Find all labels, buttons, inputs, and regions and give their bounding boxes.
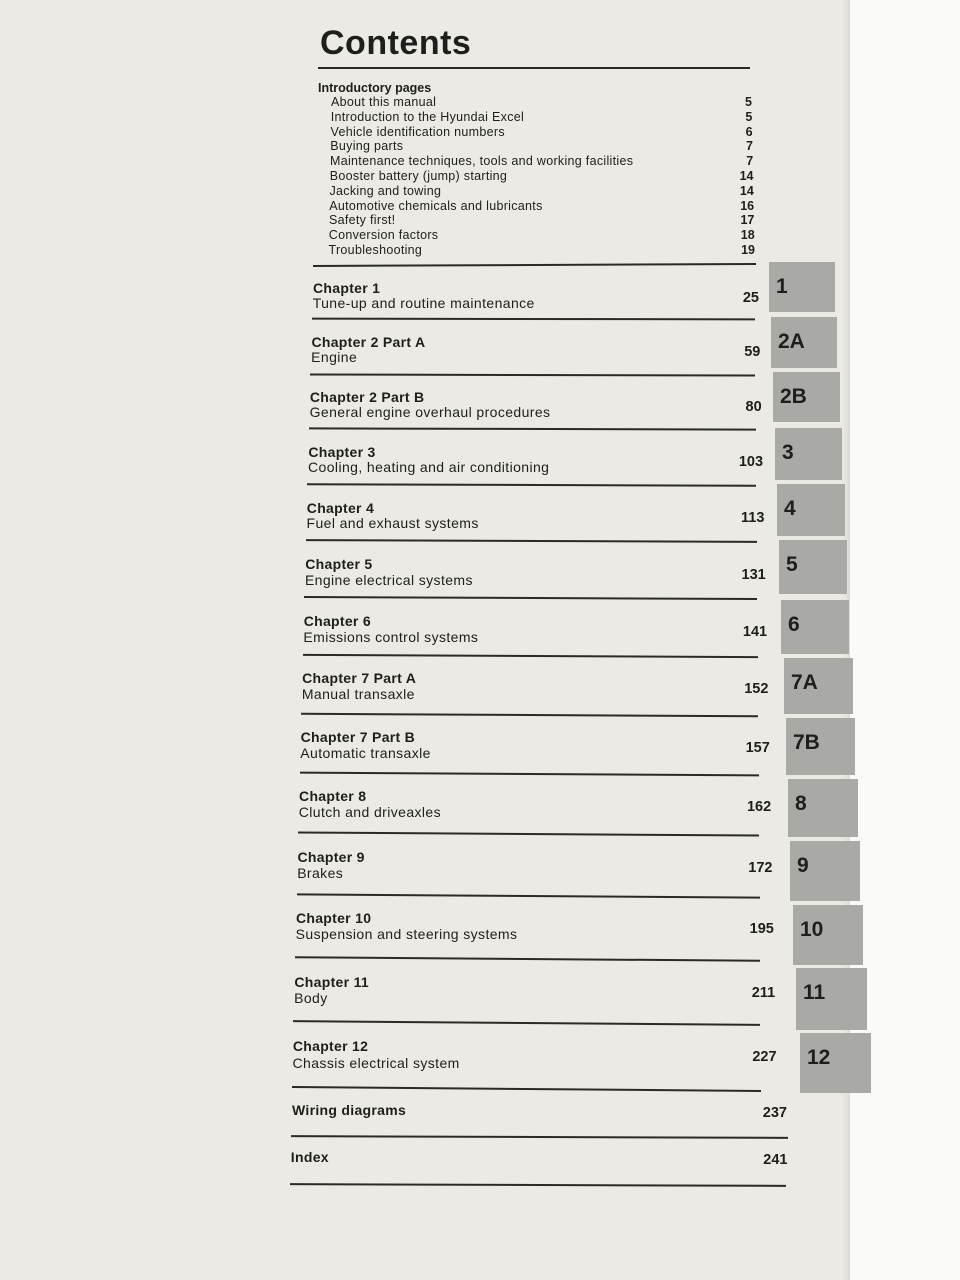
chapter-page: 59 <box>744 344 761 361</box>
intro-item-page: 6 <box>745 124 753 139</box>
intro-item-label[interactable]: Vehicle identification numbers <box>330 124 505 139</box>
intro-item-page: 14 <box>739 169 754 183</box>
chapter-subtitle[interactable]: Manual transaxle <box>301 685 415 702</box>
chapter-page: 25 <box>742 290 759 306</box>
extra-title[interactable]: Wiring diagrams <box>292 1102 407 1118</box>
chapter-subtitle[interactable]: Tune-up and routine maintenance <box>312 295 535 311</box>
chapter-page: 141 <box>742 623 768 640</box>
chapter-subtitle[interactable]: Chassis electrical system <box>292 1054 460 1071</box>
intro-item-page: 18 <box>740 228 755 243</box>
chapter-tab-label: 10 <box>800 918 824 941</box>
intro-item-label[interactable]: Automotive chemicals and lubricants <box>329 198 543 213</box>
chapter-title[interactable]: Chapter 1 <box>313 280 381 296</box>
chapter-tab-label: 7B <box>793 731 820 754</box>
intro-item-label[interactable]: Safety first! <box>329 213 396 228</box>
chapter-title[interactable]: Chapter 10 <box>295 910 372 926</box>
intro-item-page: 16 <box>740 198 755 213</box>
intro-item-page: 7 <box>746 154 754 169</box>
chapter-subtitle[interactable]: General engine overhaul procedures <box>309 404 551 421</box>
title-rule <box>318 67 750 69</box>
chapter-page: 152 <box>744 680 769 697</box>
chapter-title[interactable]: Chapter 5 <box>305 556 373 572</box>
chapter-title[interactable]: Chapter 4 <box>306 500 375 516</box>
chapter-subtitle[interactable]: Body <box>294 990 328 1007</box>
intro-item-page: 5 <box>745 109 753 124</box>
chapter-tab-label: 2B <box>780 385 807 408</box>
chapter-title[interactable]: Chapter 7 Part A <box>302 670 417 686</box>
chapter-title[interactable]: Chapter 7 Part B <box>300 729 416 745</box>
chapter-tab-label: 4 <box>784 497 796 520</box>
chapter-tab-label: 6 <box>788 613 800 636</box>
chapter-tab-label: 5 <box>786 553 798 576</box>
intro-item-label[interactable]: Introduction to the Hyundai Excel <box>330 109 525 124</box>
chapter-subtitle[interactable]: Emissions control systems <box>303 628 479 645</box>
page-title: Contents <box>320 24 472 62</box>
chapter-page: 113 <box>740 510 765 527</box>
chapter-page: 172 <box>748 860 773 876</box>
chapter-page: 131 <box>741 566 766 583</box>
chapter-title[interactable]: Chapter 12 <box>292 1038 369 1054</box>
chapter-tab-label: 9 <box>797 854 809 877</box>
chapter-tab-label: 12 <box>807 1046 831 1069</box>
intro-heading: Introductory pages <box>318 81 432 95</box>
intro-item-label[interactable]: Troubleshooting <box>328 243 423 257</box>
extra-title[interactable]: Index <box>290 1149 329 1165</box>
chapter-page: 211 <box>751 985 776 1002</box>
intro-item-page: 19 <box>741 243 755 257</box>
chapter-title[interactable]: Chapter 9 <box>297 849 365 865</box>
chapter-tab-label: 3 <box>782 441 794 464</box>
chapter-page: 227 <box>752 1049 777 1066</box>
intro-item-label[interactable]: Maintenance techniques, tools and working facilities <box>330 154 634 169</box>
intro-item-label[interactable]: Buying parts <box>330 139 404 154</box>
intro-item-page: 14 <box>739 183 754 198</box>
chapter-page: 195 <box>749 921 774 938</box>
chapter-title[interactable]: Chapter 2 Part B <box>309 389 425 405</box>
chapter-title[interactable]: Chapter 6 <box>303 613 371 629</box>
intro-item-label[interactable]: About this manual <box>331 95 437 109</box>
chapter-subtitle[interactable]: Automatic transaxle <box>300 744 431 761</box>
chapter-page: 162 <box>746 798 772 815</box>
intro-item-label[interactable]: Conversion factors <box>328 228 439 243</box>
chapter-title[interactable]: Chapter 2 Part A <box>311 334 426 350</box>
chapter-title[interactable]: Chapter 11 <box>294 974 369 990</box>
intro-item-page: 5 <box>745 95 752 109</box>
chapter-tab-label: 8 <box>795 792 807 815</box>
intro-item-label[interactable]: Booster battery (jump) starting <box>329 169 508 183</box>
chapter-tab-label: 1 <box>776 275 788 298</box>
chapter-subtitle[interactable]: Clutch and driveaxles <box>298 804 441 821</box>
chapter-tab-label: 7A <box>791 671 818 694</box>
chapter-subtitle[interactable]: Engine electrical systems <box>304 571 473 588</box>
chapter-subtitle[interactable]: Suspension and steering systems <box>295 926 518 943</box>
intro-item-label[interactable]: Jacking and towing <box>329 183 442 198</box>
chapter-page: 157 <box>745 739 770 756</box>
chapter-tab-label: 11 <box>803 981 826 1004</box>
intro-item-page: 17 <box>740 213 755 228</box>
chapter-title[interactable]: Chapter 3 <box>308 444 376 460</box>
chapter-subtitle[interactable]: Fuel and exhaust systems <box>306 515 479 532</box>
intro-item-page: 7 <box>745 139 753 154</box>
chapter-subtitle[interactable]: Brakes <box>297 865 344 882</box>
extra-page: 241 <box>763 1152 788 1168</box>
chapter-tab-label: 2A <box>778 330 805 353</box>
chapter-title[interactable]: Chapter 8 <box>299 788 367 804</box>
extra-page: 237 <box>762 1105 787 1121</box>
chapter-subtitle[interactable]: Engine <box>311 349 358 366</box>
chapter-page: 80 <box>745 399 762 416</box>
chapter-subtitle[interactable]: Cooling, heating and air conditioning <box>308 459 550 476</box>
chapter-page: 103 <box>738 454 764 471</box>
